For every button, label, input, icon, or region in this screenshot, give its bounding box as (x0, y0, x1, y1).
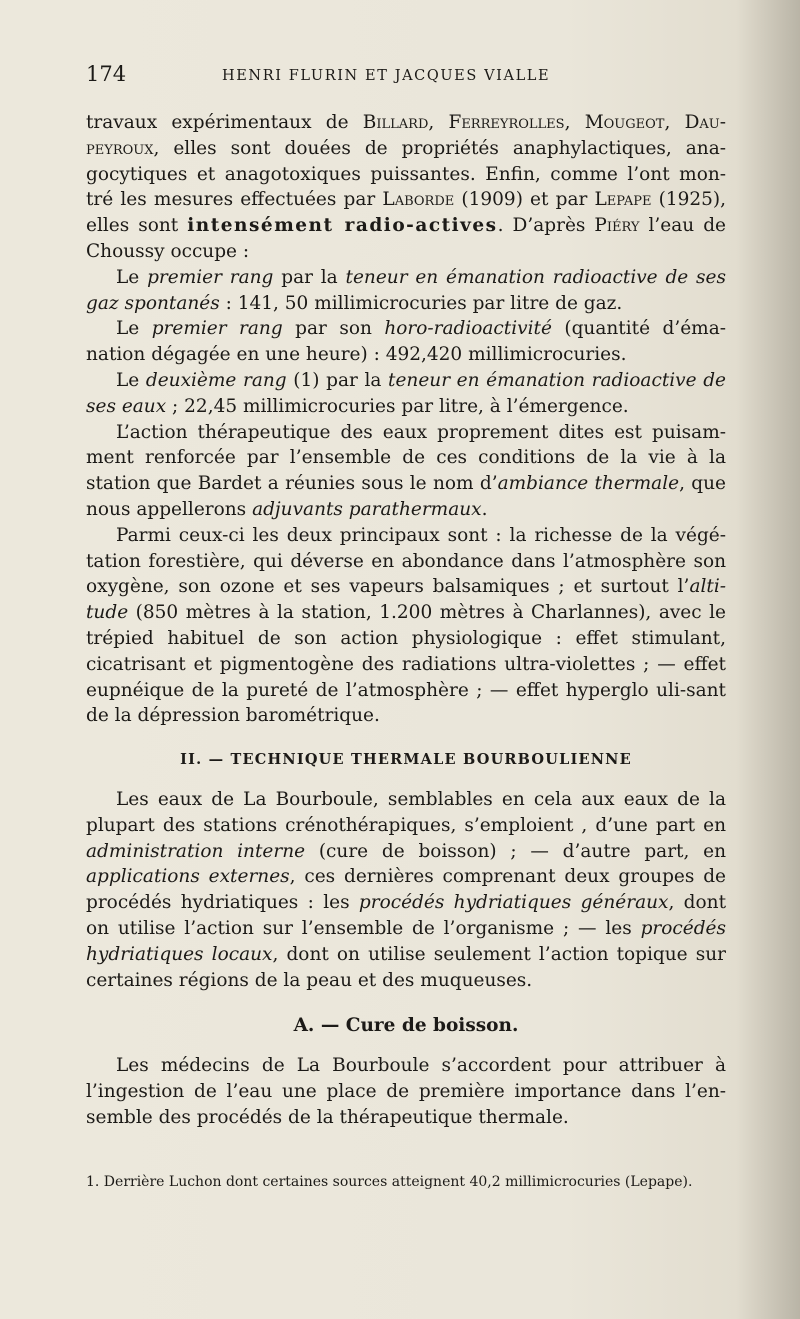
paragraph-6 (86, 523, 726, 729)
text-span: (quantité d’éma-nation dégagée en une heure) : 492,420 millimicrocuries. (86, 318, 726, 366)
text-span: travaux expérimentaux de (86, 112, 363, 133)
text-span: (cure de boisson) ; — d’autre part, en (305, 840, 726, 862)
italic-span: applications externes (86, 866, 290, 888)
italic-span: ambiance thermale (497, 473, 680, 495)
italic-span: teneur en émanation radioactive de ses eaux (86, 369, 726, 417)
italic-span: procédés hydriatiques généraux (358, 892, 669, 914)
paragraph-2 (86, 265, 726, 317)
italic-span: teneur en émanation radioactive de ses gaz spontanés (86, 266, 726, 314)
text-span: , ces dernières comprenant deux groupes de procédés hydriatiques : les (86, 866, 727, 914)
paragraph-4 (86, 368, 726, 420)
text-span: : 141, 50 millimicrocuries par litre de gaz. (219, 292, 623, 314)
text-span: (1909) et par (454, 189, 595, 211)
text-span: par la (273, 266, 346, 288)
text-span: (1) par la (286, 369, 389, 391)
author-name: Lepape (594, 189, 652, 211)
text-span: l’eau de Choussy occupe : (86, 215, 727, 262)
italic-span: adjuvants parathermaux (252, 498, 482, 520)
section-heading: II. — TECHNIQUE THERMALE BOURBOULIENNE (180, 751, 632, 769)
italic-span: deuxième rang (145, 369, 287, 391)
main-text (86, 110, 726, 1130)
text-span: Le (116, 318, 152, 340)
text-span: , elles sont douées de propriétés anaphylactiques, ana-gocytiques et anagotoxiques puissantes. Enfin, comme l’ont mon-tré les mesures effectuées par (86, 137, 726, 211)
text-span: Le (116, 266, 148, 288)
italic-span: procédés hydriatiques locaux (86, 917, 726, 965)
footnote-1: 1. Derrière Luchon dont certaines sources atteignent 40,2 millimicrocuries (Lepape). (86, 1174, 693, 1190)
author-name: Dau-peyroux (86, 112, 726, 159)
italic-span: horo-radioactivité (384, 318, 552, 340)
text-span: Parmi ceux-ci les deux principaux sont : la richesse de la végé-tation forestière, qui déverse en abondance dans l’atmosphère son oxygène, son ozone et ses vapeurs balsamiques ; et surtout l’ (86, 524, 726, 598)
running-title: HENRI FLURIN ET JACQUES VIALLE (222, 68, 551, 84)
author-name: Mougeot (584, 112, 665, 133)
italic-span: alti-tude (86, 576, 726, 624)
text-span: , (564, 112, 585, 133)
text-span: (850 mètres à la station, 1.200 mètres à Charlannes), avec le trépied habituel de son action physiologique : effet stimulant, cicatrisant et pigmentogène des radiations ultra-violettes ; — effet eupnéique de la pureté de l’atmosphère ; — effet hyperglo uli-sant de la dépression barométrique. (86, 602, 726, 727)
paragraph-8: Les médecins de La Bourboule s’accordent pour attribuer à l’ingestion de l’eau une place de première importance dans l’en-semble des procédés de la thérapeutique thermale. (86, 1055, 726, 1128)
text-span: , que nous appellerons (86, 473, 727, 520)
text-span: Les eaux de La Bourboule, semblables en cela aux eaux de la plupart des stations crénothérapiques, s’emploient , d’une part en (86, 788, 726, 836)
text-span: , (664, 112, 685, 133)
subsection-heading: A. — Cure de boisson. (293, 1015, 519, 1037)
text-span: , (428, 112, 449, 133)
italic-span: premier rang (147, 266, 274, 288)
paragraph-7 (86, 787, 726, 993)
text-span: Le (116, 369, 146, 391)
paragraph-1 (86, 110, 726, 265)
text-span: L’action thérapeutique des eaux proprement dites est puisam-ment renforcée par l’ensemble de ces conditions de la vie à la station que Bardet a réunies sous le nom d’ (86, 421, 726, 495)
author-name: Piéry (594, 215, 640, 237)
text-span: . (481, 498, 488, 520)
page-header (86, 62, 726, 96)
page-number: 174 (86, 62, 127, 86)
text-span: (1925), elles sont (86, 189, 727, 237)
paragraph-5 (86, 420, 726, 523)
text-span: . D’après (497, 215, 595, 237)
footnote (86, 1172, 726, 1192)
paragraph-3 (86, 316, 726, 368)
italic-span: premier rang (151, 318, 283, 340)
author-name: Ferreyrolles (448, 112, 565, 133)
text-span: , dont on utilise seulement l’action topique sur certaines régions de la peau et des muqueuses. (86, 943, 726, 991)
text-span: , dont on utilise l’action sur l’ensemble de l’organisme ; — les (86, 892, 727, 939)
text-span: par son (282, 318, 385, 340)
author-name: Laborde (382, 189, 455, 211)
italic-span: administration interne (86, 840, 306, 862)
emphasis-spaced: intensément radio-actives (187, 215, 498, 237)
author-name: Billard (362, 112, 429, 133)
text-span: ; 22,45 millimicrocuries par litre, à l’émergence. (166, 395, 629, 417)
